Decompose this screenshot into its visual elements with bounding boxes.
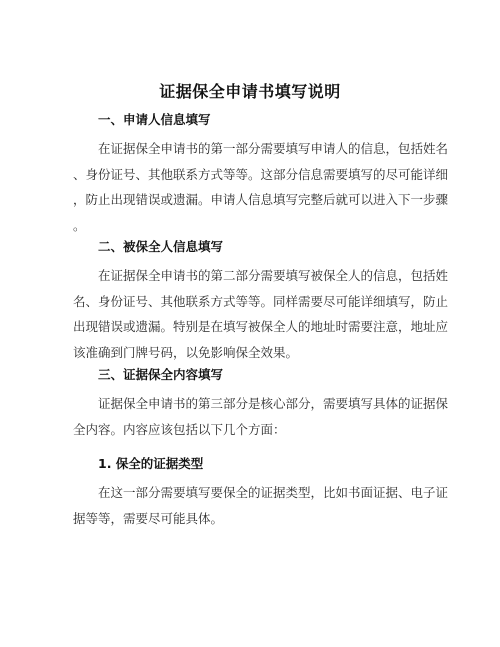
section-body-applicant [73, 136, 449, 238]
paragraph-line: 、身份证号、其他联系方式等等。这部分信息需要填写的尽可能详细 [73, 166, 449, 182]
section-heading-evidence-content: 三、证据保全内容填写 [98, 367, 224, 382]
section-heading-respondent: 二、被保全人信息填写 [98, 239, 224, 254]
paragraph-line: 在证据保全申请书的第一部分需要填写申请人的信息，包括姓名 [73, 141, 449, 156]
paragraph-line: 。 [73, 217, 86, 233]
paragraph-line: 名、身份证号、其他联系方式等等。同样需要尽可能详细填写，防止 [73, 293, 449, 309]
section-body-evidence-content [73, 391, 449, 442]
section-body-respondent [73, 263, 449, 365]
document-title: 证据保全申请书填写说明 [159, 82, 341, 101]
paragraph-line: 该准确到门牌号码，以免影响保全效果。 [73, 344, 299, 360]
paragraph-line: 出现错误或遗漏。特别是在填写被保全人的地址时需要注意，地址应 [73, 319, 449, 335]
paragraph-line: 据等等，需要尽可能具体。 [73, 510, 224, 526]
paragraph-line: ，防止出现错误或遗漏。申请人信息填写完整后就可以进入下一步骤 [73, 192, 449, 208]
paragraph-line: 证据保全申请书的第三部分是核心部分，需要填写具体的证据保 [73, 396, 449, 411]
section-heading-applicant: 一、申请人信息填写 [98, 112, 211, 127]
paragraph-line: 全内容。内容应该包括以下几个方面： [73, 421, 286, 437]
paragraph-line: 在这一部分需要填写要保全的证据类型，比如书面证据、电子证 [73, 485, 449, 500]
subsection-body-evidence-type [73, 480, 449, 531]
subsection-heading-evidence-type: 1. 保全的证据类型 [98, 456, 204, 471]
paragraph-line: 在证据保全申请书的第二部分需要填写被保全人的信息，包括姓 [73, 268, 449, 283]
